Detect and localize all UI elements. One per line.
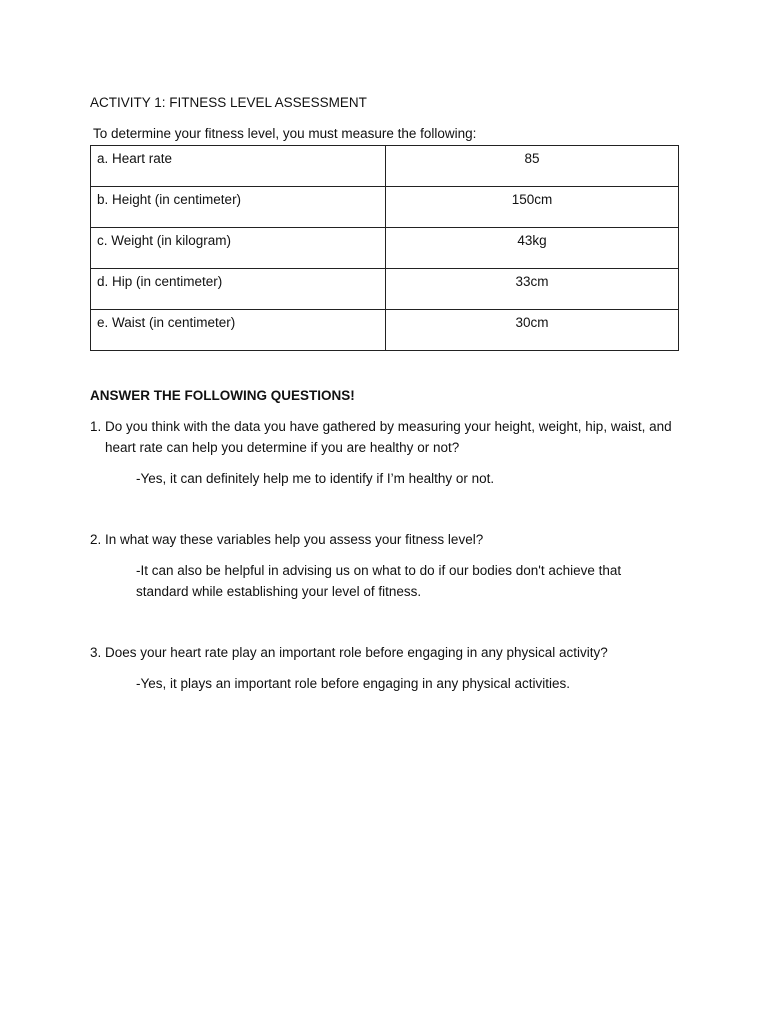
measurement-label: e. Waist (in centimeter)	[91, 310, 386, 351]
answer-3: -Yes, it plays an important role before engaging in any physical activities.	[136, 676, 570, 691]
measurement-value: 33cm	[386, 269, 679, 310]
question-3: 3. Does your heart rate play an important role before engaging in any physical activity?	[90, 645, 608, 660]
activity-title: ACTIVITY 1: FITNESS LEVEL ASSESSMENT	[90, 95, 367, 110]
measurement-value: 85	[386, 146, 679, 187]
question-2: 2. In what way these variables help you assess your fitness level?	[90, 532, 484, 547]
measurement-label: d. Hip (in centimeter)	[91, 269, 386, 310]
answer-2: -It can also be helpful in advising us on what to do if our bodies don't achieve that standard while establishing your level of fitness.	[136, 563, 622, 599]
table-row	[91, 187, 679, 228]
table-row	[91, 269, 679, 310]
table-row	[91, 228, 679, 269]
measurement-label: b. Height (in centimeter)	[91, 187, 386, 228]
answer-1: -Yes, it can definitely help me to identify if I’m healthy or not.	[136, 471, 495, 486]
measurement-value: 150cm	[386, 187, 679, 228]
measurement-value: 43kg	[386, 228, 679, 269]
table-row	[91, 310, 679, 351]
measurement-label: a. Heart rate	[91, 146, 386, 187]
measurement-label: c. Weight (in kilogram)	[91, 228, 386, 269]
intro-text: To determine your fitness level, you must measure the following:	[93, 126, 477, 141]
questions-heading: ANSWER THE FOLLOWING QUESTIONS!	[90, 388, 355, 403]
measurement-value: 30cm	[386, 310, 679, 351]
table-row	[91, 146, 679, 187]
question-1: 1. Do you think with the data you have gathered by measuring your height, weight, hip, waist, and heart rate can help you determine if you are healthy or not?	[90, 419, 672, 455]
measurements-table	[90, 145, 679, 351]
